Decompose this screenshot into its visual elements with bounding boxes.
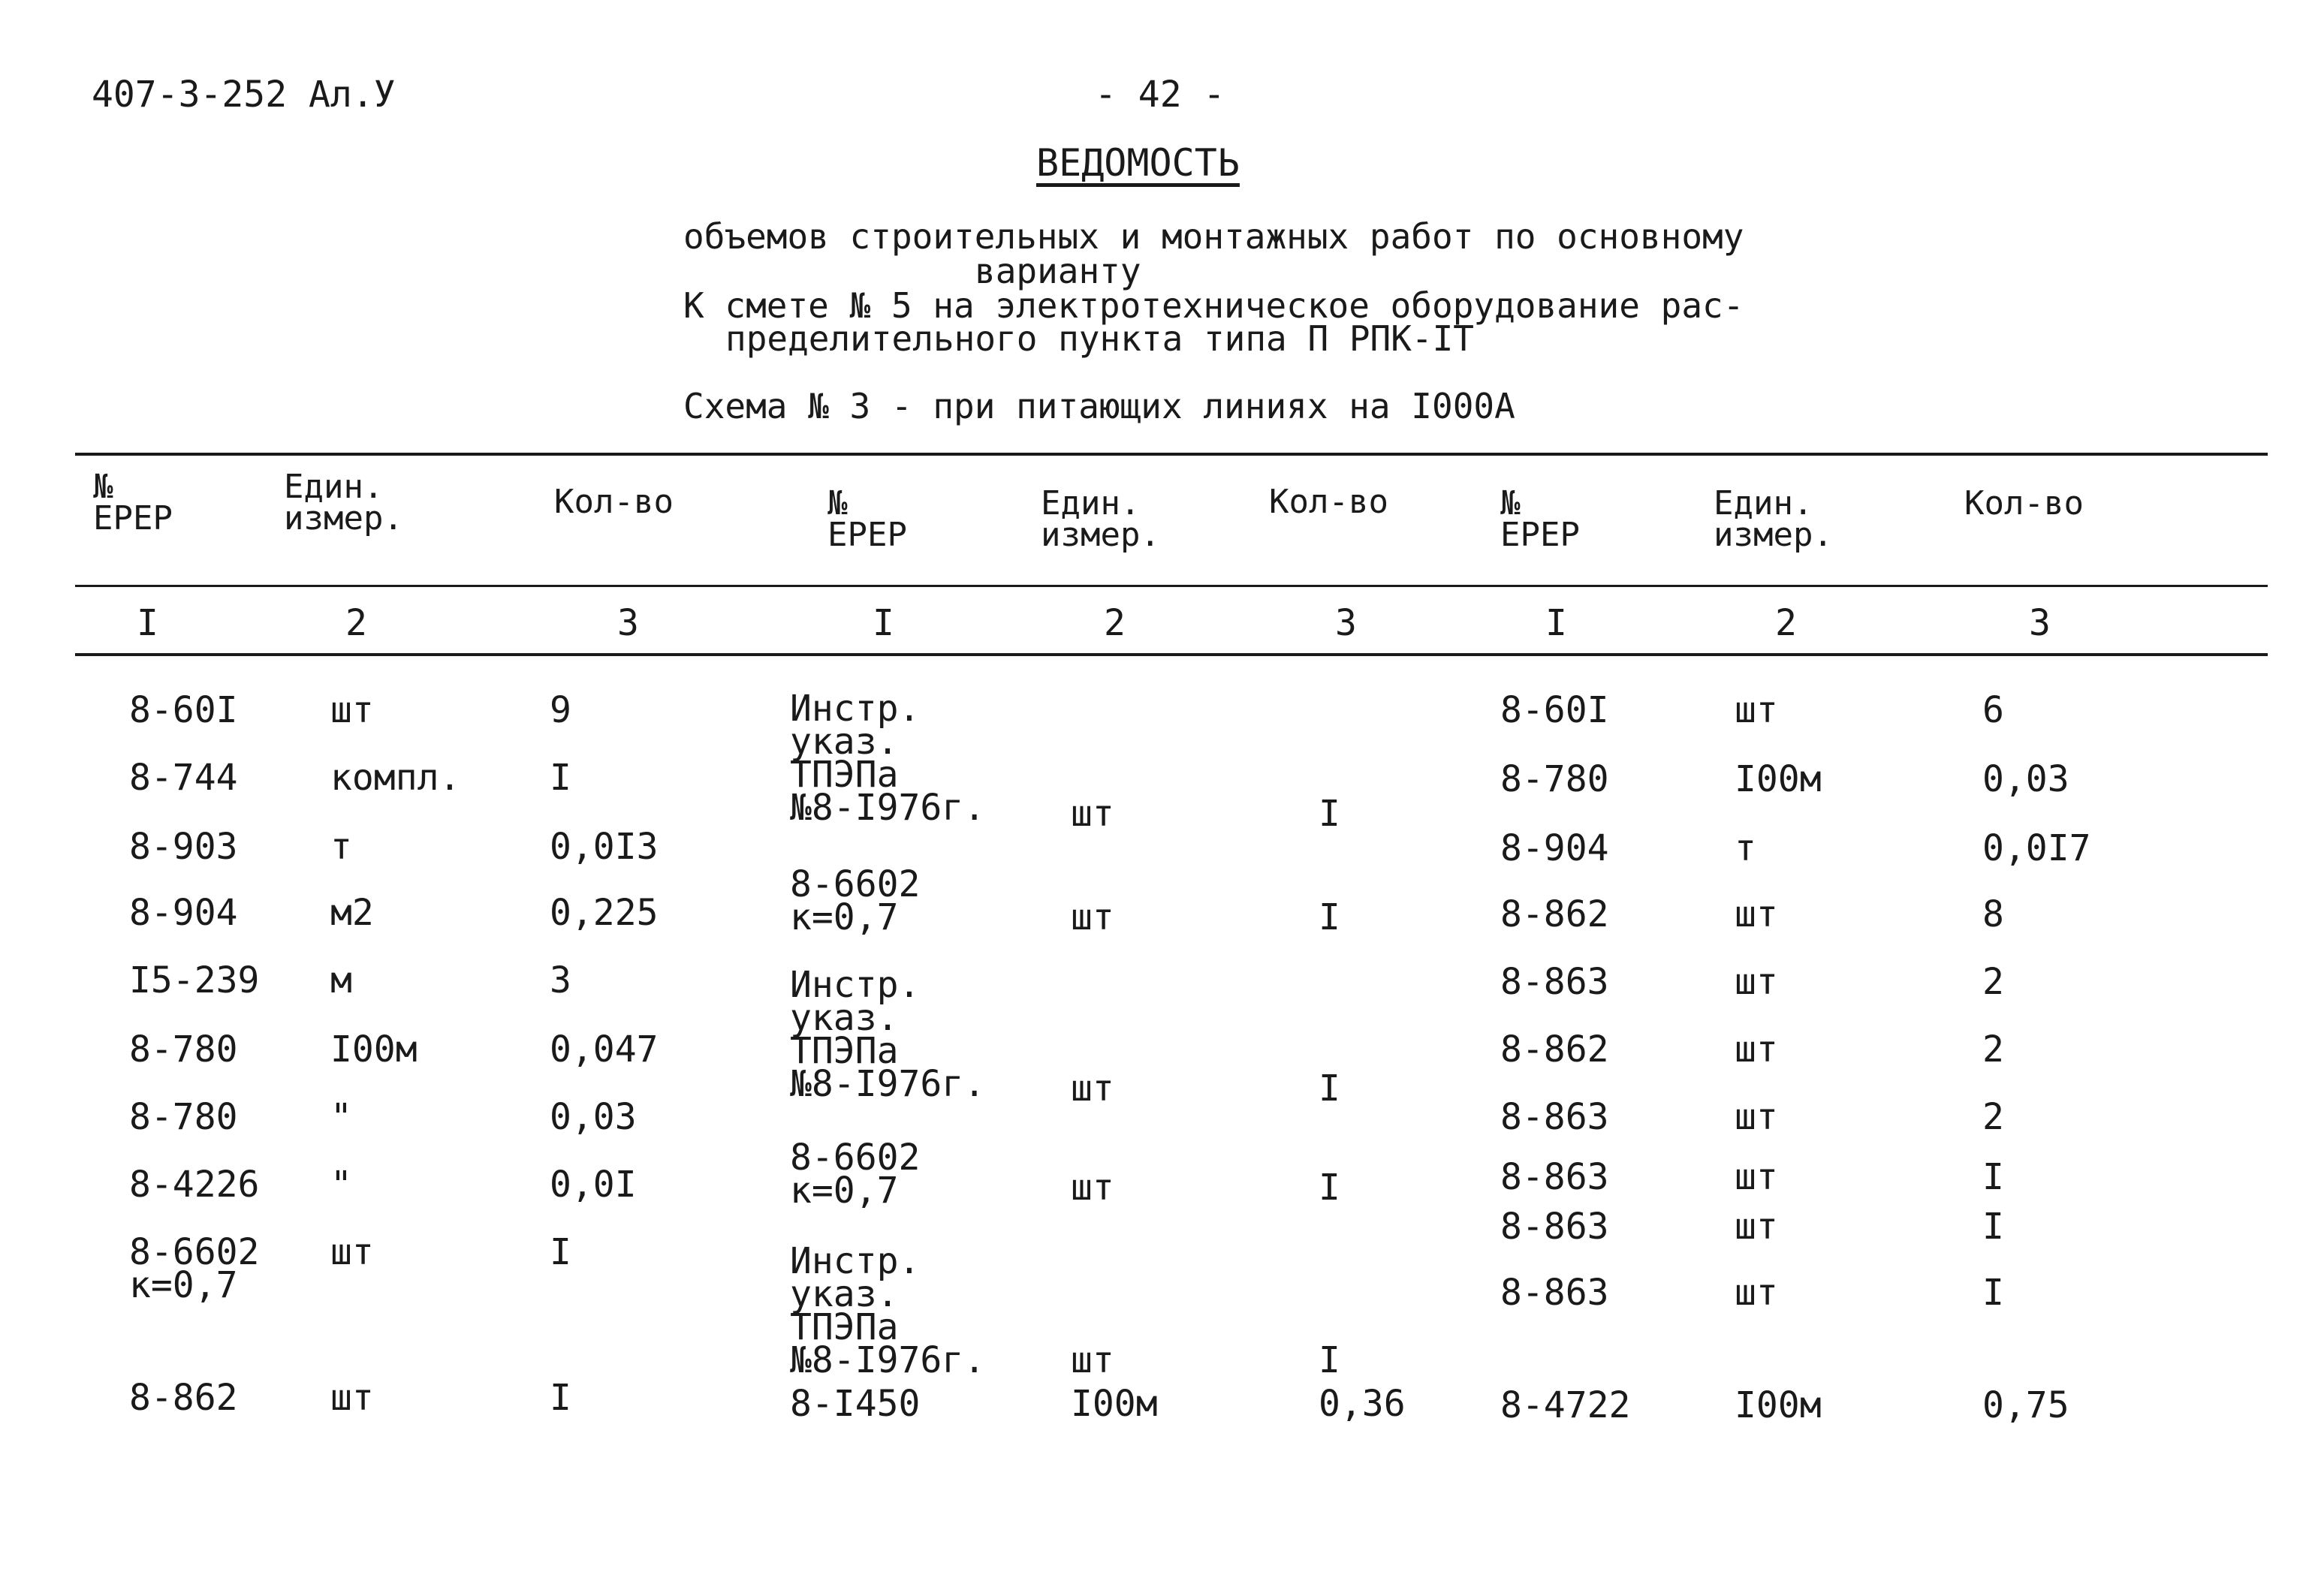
cell-quantity: 0,75 <box>1982 1384 2069 1426</box>
page-number: - 42 - <box>1095 74 1225 116</box>
cell-erer-code: 8-60I <box>1500 689 1609 731</box>
cell-erer-code: 8-863 <box>1500 1156 1609 1198</box>
cell-quantity: I <box>1319 896 1340 938</box>
cell-erer-code: 8-780 <box>129 1028 238 1071</box>
column-header: Един. измер. <box>1714 484 1833 554</box>
cell-unit: шт <box>1071 1068 1114 1110</box>
cell-quantity: 0,047 <box>550 1028 659 1071</box>
column-header: Кол-во <box>554 483 674 521</box>
cell-unit: " <box>330 1096 352 1138</box>
cell-erer-code: 8-60I <box>129 689 238 731</box>
cell-quantity: I <box>1319 1339 1340 1381</box>
column-header: Кол-во <box>1269 483 1388 521</box>
column-number: 2 <box>1104 602 1126 644</box>
cell-unit: шт <box>330 1231 374 1273</box>
column-header: № ЕРЕР <box>1500 484 1580 554</box>
document-title: ВЕДОМОСТЬ <box>1036 141 1240 185</box>
cell-unit: шт <box>1735 1272 1778 1314</box>
cell-quantity: 0,0I7 <box>1982 827 2091 869</box>
column-number: 3 <box>617 602 639 644</box>
cell-quantity: 8 <box>1982 893 2004 935</box>
cell-erer-code: 8-780 <box>129 1096 238 1138</box>
table-top-rule <box>75 453 2268 456</box>
column-number: 2 <box>345 602 367 644</box>
cell-unit: I00м <box>1735 758 1822 800</box>
cell-unit: I00м <box>330 1028 417 1071</box>
cell-unit: шт <box>1735 1206 1778 1248</box>
cell-quantity: I <box>1319 793 1340 835</box>
cell-unit: шт <box>1071 793 1114 835</box>
subtitle-line: пределительного пункта типа П РПК-IТ <box>725 318 1474 359</box>
cell-unit: шт <box>1071 1339 1114 1381</box>
cell-quantity: I <box>550 757 571 799</box>
cell-quantity: 0,36 <box>1319 1383 1406 1425</box>
cell-unit: шт <box>1735 689 1778 731</box>
column-header: Кол-во <box>1964 484 2084 522</box>
cell-unit: шт <box>330 1377 374 1419</box>
cell-unit: шт <box>1735 1028 1778 1071</box>
cell-unit: I00м <box>1071 1383 1158 1425</box>
cell-unit: т <box>1735 827 1756 869</box>
cell-quantity: I <box>550 1377 571 1419</box>
cell-quantity: I <box>550 1231 571 1273</box>
cell-quantity: 9 <box>550 689 571 731</box>
cell-erer-code: 8-863 <box>1500 1096 1609 1138</box>
column-number: I <box>1545 602 1567 644</box>
cell-unit: " <box>330 1164 352 1206</box>
cell-erer-code: 8-6602 к=0,7 <box>129 1231 260 1307</box>
cell-erer-code: 8-744 <box>129 757 238 799</box>
column-header: № ЕРЕР <box>827 484 907 554</box>
cell-quantity: I <box>1319 1167 1340 1209</box>
subtitle-line: варианту <box>975 251 1141 291</box>
cell-erer-code: 8-I450 <box>790 1383 921 1425</box>
cell-quantity: 2 <box>1982 1028 2004 1071</box>
scheme-label: Схема № 3 - при питающих линиях на I000А <box>683 386 1515 426</box>
cell-unit: шт <box>330 689 374 731</box>
cell-erer-code: Инстр. указ. ТПЭПа №8-I976г. <box>790 688 986 830</box>
cell-unit: т <box>330 826 352 868</box>
column-number: 3 <box>1335 602 1357 644</box>
cell-unit: шт <box>1071 1167 1114 1209</box>
cell-quantity: 2 <box>1982 961 2004 1003</box>
cell-erer-code: 8-862 <box>1500 1028 1609 1071</box>
cell-erer-code: 8-4722 <box>1500 1384 1631 1426</box>
cell-erer-code: 8-903 <box>129 826 238 868</box>
column-header: Един. измер. <box>284 468 403 538</box>
cell-quantity: 0,03 <box>550 1096 637 1138</box>
cell-erer-code: 8-4226 <box>129 1164 260 1206</box>
cell-quantity: 0,0I <box>550 1164 637 1206</box>
cell-erer-code: 8-780 <box>1500 758 1609 800</box>
cell-quantity: 6 <box>1982 689 2004 731</box>
cell-quantity: 3 <box>550 959 571 1001</box>
cell-quantity: I <box>1982 1206 2004 1248</box>
cell-erer-code: 8-862 <box>129 1377 238 1419</box>
cell-quantity: 0,03 <box>1982 758 2069 800</box>
cell-erer-code: Инстр. указ. ТПЭПа №8-I976г. <box>790 964 986 1106</box>
table-header-rule <box>75 585 2268 587</box>
cell-unit: компл. <box>330 757 461 799</box>
column-header: Един. измер. <box>1041 484 1160 554</box>
cell-erer-code: 8-6602 к=0,7 <box>790 863 921 939</box>
cell-unit: I00м <box>1735 1384 1822 1426</box>
column-number: I <box>137 602 158 644</box>
cell-erer-code: 8-6602 к=0,7 <box>790 1137 921 1212</box>
cell-erer-code: 8-904 <box>1500 827 1609 869</box>
cell-quantity: 2 <box>1982 1096 2004 1138</box>
cell-erer-code: 8-863 <box>1500 961 1609 1003</box>
column-number: I <box>873 602 894 644</box>
cell-quantity: I <box>1319 1068 1340 1110</box>
cell-quantity: I <box>1982 1156 2004 1198</box>
column-number: 3 <box>2029 602 2051 644</box>
cell-quantity: 0,225 <box>550 892 659 934</box>
cell-erer-code: Инстр. указ. ТПЭПа №8-I976г. <box>790 1240 986 1382</box>
cell-unit: шт <box>1735 893 1778 935</box>
subtitle-line: объемов строительных и монтажных работ по основному <box>683 216 1744 257</box>
cell-erer-code: 8-863 <box>1500 1206 1609 1248</box>
column-number: 2 <box>1775 602 1797 644</box>
document-code: 407-3-252 Ал.У <box>92 74 396 116</box>
table-number-rule <box>75 653 2268 656</box>
cell-erer-code: I5-239 <box>129 959 260 1001</box>
cell-unit: м <box>330 959 352 1001</box>
cell-unit: шт <box>1735 1096 1778 1138</box>
cell-unit: шт <box>1735 961 1778 1003</box>
cell-quantity: 0,0I3 <box>550 826 659 868</box>
cell-quantity: I <box>1982 1272 2004 1314</box>
cell-unit: шт <box>1071 896 1114 938</box>
cell-erer-code: 8-862 <box>1500 893 1609 935</box>
cell-unit: м2 <box>330 892 374 934</box>
cell-erer-code: 8-863 <box>1500 1272 1609 1314</box>
subtitle-line: К смете № 5 на электротехническое оборудование рас- <box>683 285 1744 326</box>
cell-unit: шт <box>1735 1156 1778 1198</box>
column-header: № ЕРЕР <box>93 468 173 538</box>
cell-erer-code: 8-904 <box>129 892 238 934</box>
